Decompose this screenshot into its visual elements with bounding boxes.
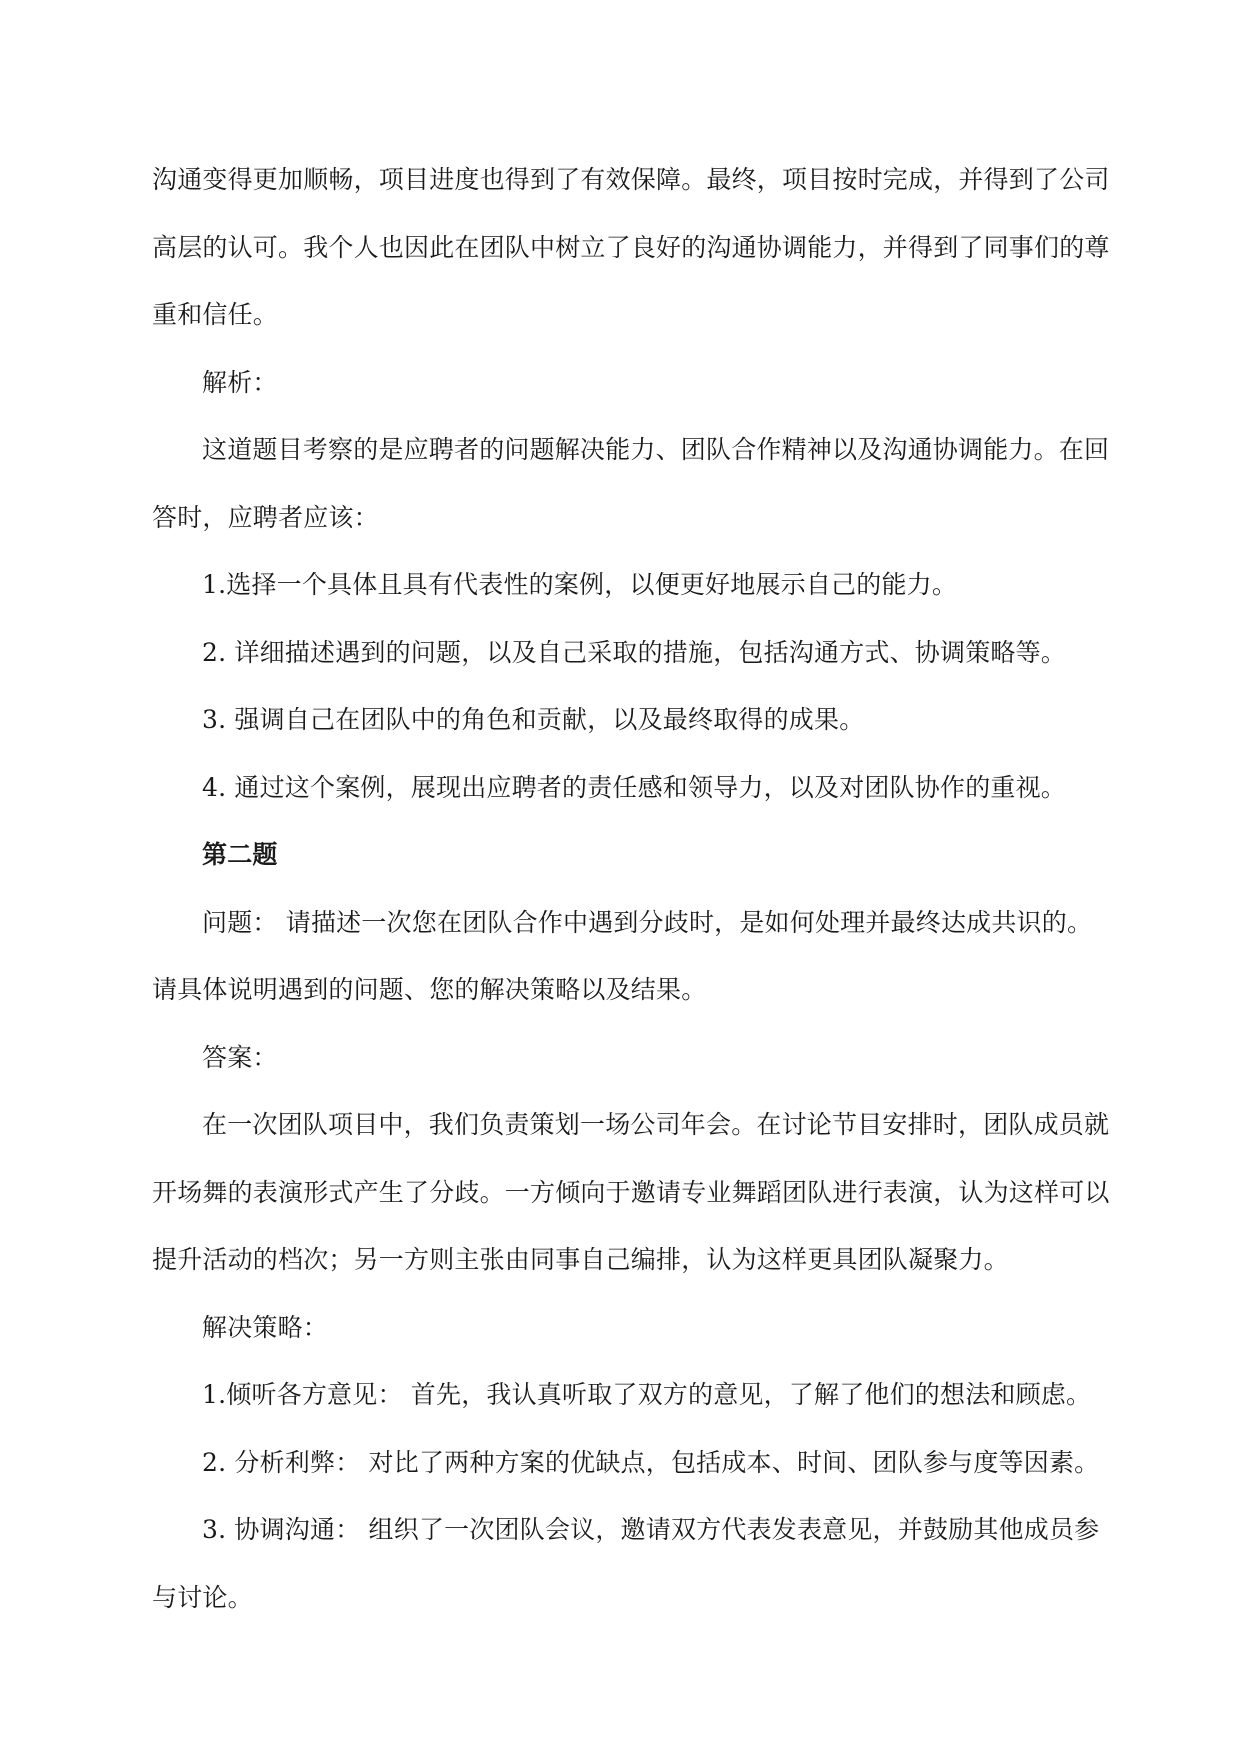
body-line: 高层的认可。我个人也因此在团队中树立了良好的沟通协调能力，并得到了同事们的尊 [152, 232, 1110, 262]
tip-item: 4. 通过这个案例，展现出应聘者的责任感和领导力，以及对团队协作的重视。 [202, 772, 1067, 802]
tip-item: 2. 详细描述遇到的问题，以及自己采取的措施，包括沟通方式、协调策略等。 [202, 637, 1067, 667]
answer-label: 答案： [202, 1042, 278, 1072]
strategy-label: 解决策略： [202, 1312, 329, 1342]
body-line: 这道题目考察的是应聘者的问题解决能力、团队合作精神以及沟通协调能力。在回 [202, 435, 1110, 464]
question-line: 请具体说明遇到的问题、您的解决策略以及结果。 [152, 975, 707, 1004]
strategy-item: 2. 分析利弊： 对比了两种方案的优缺点，包括成本、时间、团队参与度等因素。 [202, 1447, 1100, 1477]
document-page [152, 146, 1110, 1631]
body-line: 与讨论。 [152, 1582, 253, 1612]
body-line: 在一次团队项目中，我们负责策划一场公司年会。在讨论节目安排时，团队成员就 [202, 1110, 1110, 1139]
strategy-item: 3. 协调沟通： 组织了一次团队会议，邀请双方代表发表意见，并鼓励其他成员参 [202, 1515, 1100, 1544]
body-line: 答时，应聘者应该： [152, 502, 379, 532]
tip-item: 3. 强调自己在团队中的角色和贡献，以及最终取得的成果。 [202, 705, 865, 734]
body-line: 开场舞的表演形式产生了分歧。一方倾向于邀请专业舞蹈团队进行表演，认为这样可以 [152, 1177, 1110, 1207]
body-line: 提升活动的档次；另一方则主张由同事自己编排，认为这样更具团队凝聚力。 [152, 1245, 1009, 1274]
analysis-label: 解析： [202, 367, 278, 397]
strategy-item: 1.倾听各方意见： 首先，我认真听取了双方的意见，了解了他们的想法和顾虑。 [202, 1380, 1092, 1409]
tip-item: 1.选择一个具体且具有代表性的案例，以便更好地展示自己的能力。 [202, 570, 958, 599]
body-line: 重和信任。 [152, 300, 279, 329]
section-title: 第二题 [202, 840, 278, 869]
body-line: 沟通变得更加顺畅，项目进度也得到了有效保障。最终，项目按时完成，并得到了公司 [152, 165, 1110, 194]
question-line: 问题： 请描述一次您在团队合作中遇到分歧时，是如何处理并最终达成共识的。 [202, 907, 1093, 937]
